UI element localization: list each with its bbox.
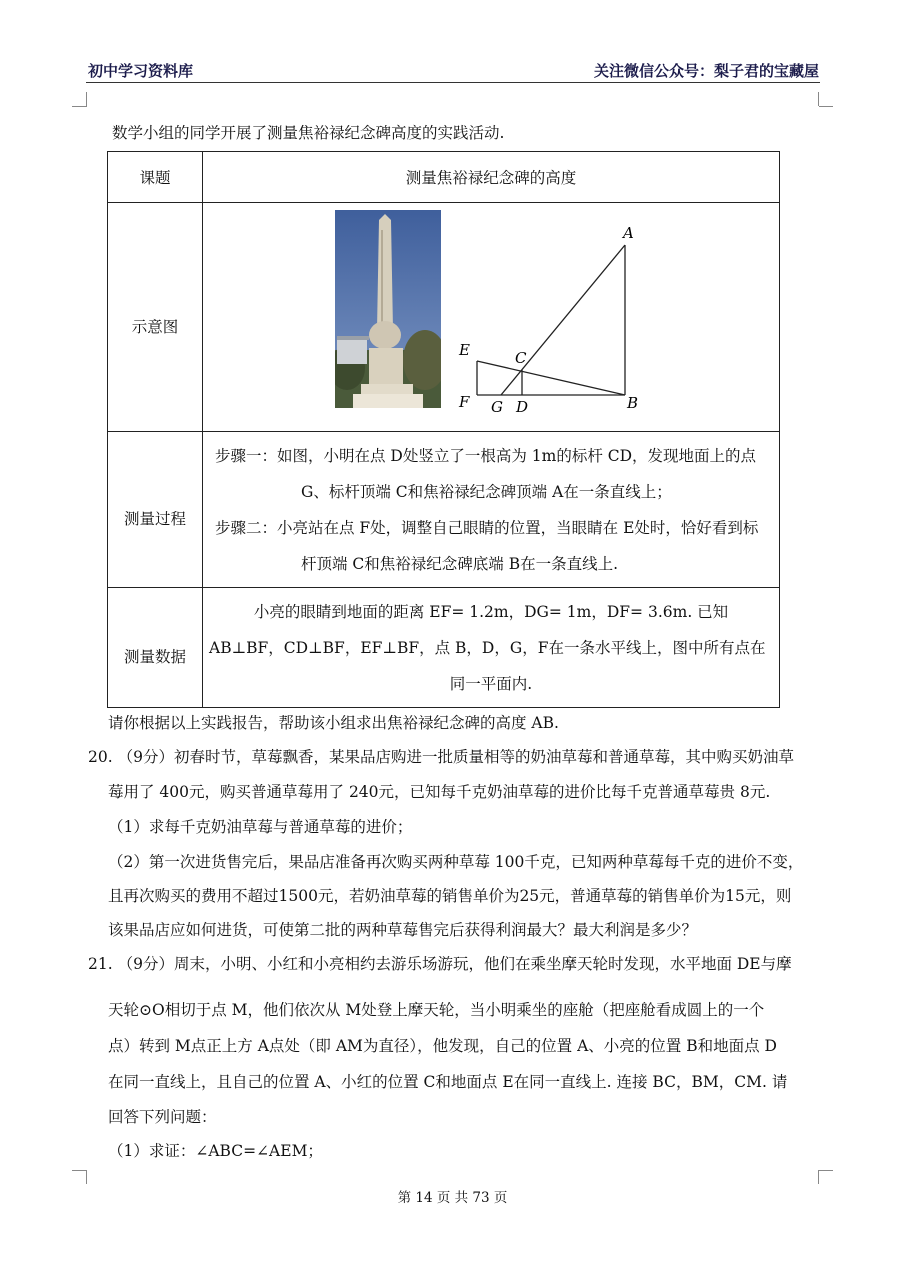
- data-line-3: 同一平面内.: [449, 674, 533, 693]
- q21-line-4: 在同一直线上，且自己的位置 A、小红的位置 C和地面点 E在同一直线上. 连接 BC，BM，CM. 请: [108, 1073, 788, 1091]
- label-E: E: [459, 341, 470, 359]
- q20-line-4: （2）第一次进货售完后，果品店准备再次购买两种草莓 100千克，已知两种草莓每千克的进价不变，: [108, 853, 804, 871]
- label-data: 测量数据: [108, 588, 203, 708]
- label-C: C: [515, 349, 527, 367]
- data-line-1: 小亮的眼睛到地面的距离 EF= 1.2m，DG= 1m，DF= 3.6m. 已知: [253, 602, 729, 621]
- diagram-cell: [203, 203, 780, 432]
- label-G: G: [491, 398, 503, 415]
- process-line-2: G、标杆顶端 C和焦裕禄纪念碑顶端 A在一条直线上；: [301, 482, 672, 501]
- q21-line-5: 回答下列问题：: [108, 1108, 217, 1126]
- q21-line-2: 天轮⊙O相切于点 M，他们依次从 M处登上摩天轮，当小明乘坐的座舱（把座舱看成圆上的一个: [108, 1001, 765, 1019]
- data-line-2: AB⊥BF，CD⊥BF，EF⊥BF，点 B，D，G，F在一条水平线上，图中所有点在: [209, 638, 766, 657]
- crop-mark-top-right: [818, 92, 819, 106]
- crop-mark-bottom-left-tick: [72, 1170, 86, 1171]
- crop-mark-bottom-right: [818, 1170, 819, 1184]
- q21-line-3: 点）转到 M点正上方 A点处（即 AM为直径），他发现，自己的位置 A、小亮的位置 B和地面点 D: [108, 1037, 777, 1055]
- q20-line-6: 该果品店应如何进货，可使第二批的两种草莓售完后获得利润最大？最大利润是多少？: [108, 921, 698, 939]
- crop-mark-top-left-tick: [72, 106, 86, 107]
- process-cell: [203, 432, 780, 588]
- label-topic: 课题: [108, 152, 203, 203]
- page-footer: 第 14 页 共 73 页: [397, 1190, 508, 1206]
- q20-line-2: 莓用了 400元，购买普通草莓用了 240元，已知每千克奶油草莓的进价比每千克普通草莓贵 8元.: [108, 783, 771, 801]
- data-cell: [203, 588, 780, 708]
- process-line-3: 步骤二：小亮站在点 F处，调整自己眼睛的位置，当眼睛在 E处时，恰好看到标: [215, 518, 759, 537]
- segment-EB: [477, 361, 625, 395]
- label-diagram: 示意图: [108, 203, 203, 432]
- intro-text: 数学小组的同学开展了测量焦裕禄纪念碑高度的实践活动.: [112, 124, 505, 142]
- q21-line-6: （1）求证：∠ABC=∠AEM；: [108, 1142, 323, 1160]
- label-A: A: [623, 225, 634, 242]
- table-row-process: [108, 432, 780, 588]
- topic-content: 测量焦裕禄纪念碑的高度: [203, 152, 780, 203]
- segment-GA: [501, 245, 625, 395]
- crop-mark-bottom-right-tick: [819, 1170, 833, 1171]
- label-D: D: [516, 398, 529, 415]
- table-row-topic: [108, 152, 780, 203]
- crop-mark-top-right-tick: [819, 106, 833, 107]
- q20-line-1: 20. （9分）初春时节，草莓飘香，某果品店购进一批质量相等的奶油草莓和普通草莓，其中购买奶油草: [88, 748, 794, 766]
- q21-line-1: 21. （9分）周末，小明、小红和小亮相约去游乐场游玩，他们在乘坐摩天轮时发现，水平地面 DE与摩: [88, 955, 792, 973]
- crop-mark-top-left: [86, 92, 87, 107]
- q20-line-5: 且再次购买的费用不超过1500元，若奶油草莓的销售单价为25元，普通草莓的销售单价为15元，则: [108, 887, 792, 905]
- header-left-title: 初中学习资料库: [88, 62, 194, 80]
- after-table-text: 请你根据以上实践报告，帮助该小组求出焦裕禄纪念碑的高度 AB.: [108, 714, 559, 732]
- monument-photo: [335, 210, 441, 408]
- crop-mark-bottom-left: [86, 1170, 87, 1184]
- process-line-4: 杆顶端 C和焦裕禄纪念碑底端 B在一条直线上.: [301, 554, 619, 573]
- table-row-diagram: [108, 203, 780, 432]
- geometry-diagram: [457, 225, 667, 415]
- header-right-title: 关注微信公众号：梨子君的宝藏屋: [593, 62, 819, 80]
- label-B: B: [627, 394, 639, 412]
- label-F: F: [459, 393, 470, 411]
- process-line-1: 步骤一：如图，小明在点 D处竖立了一根高为 1m的标杆 CD，发现地面上的点: [215, 446, 757, 465]
- report-table: [107, 151, 780, 708]
- table-row-data: [108, 588, 780, 708]
- label-process: 测量过程: [108, 432, 203, 588]
- q20-line-3: （1）求每千克奶油草莓与普通草莓的进价；: [108, 818, 413, 836]
- header-divider: [86, 82, 820, 83]
